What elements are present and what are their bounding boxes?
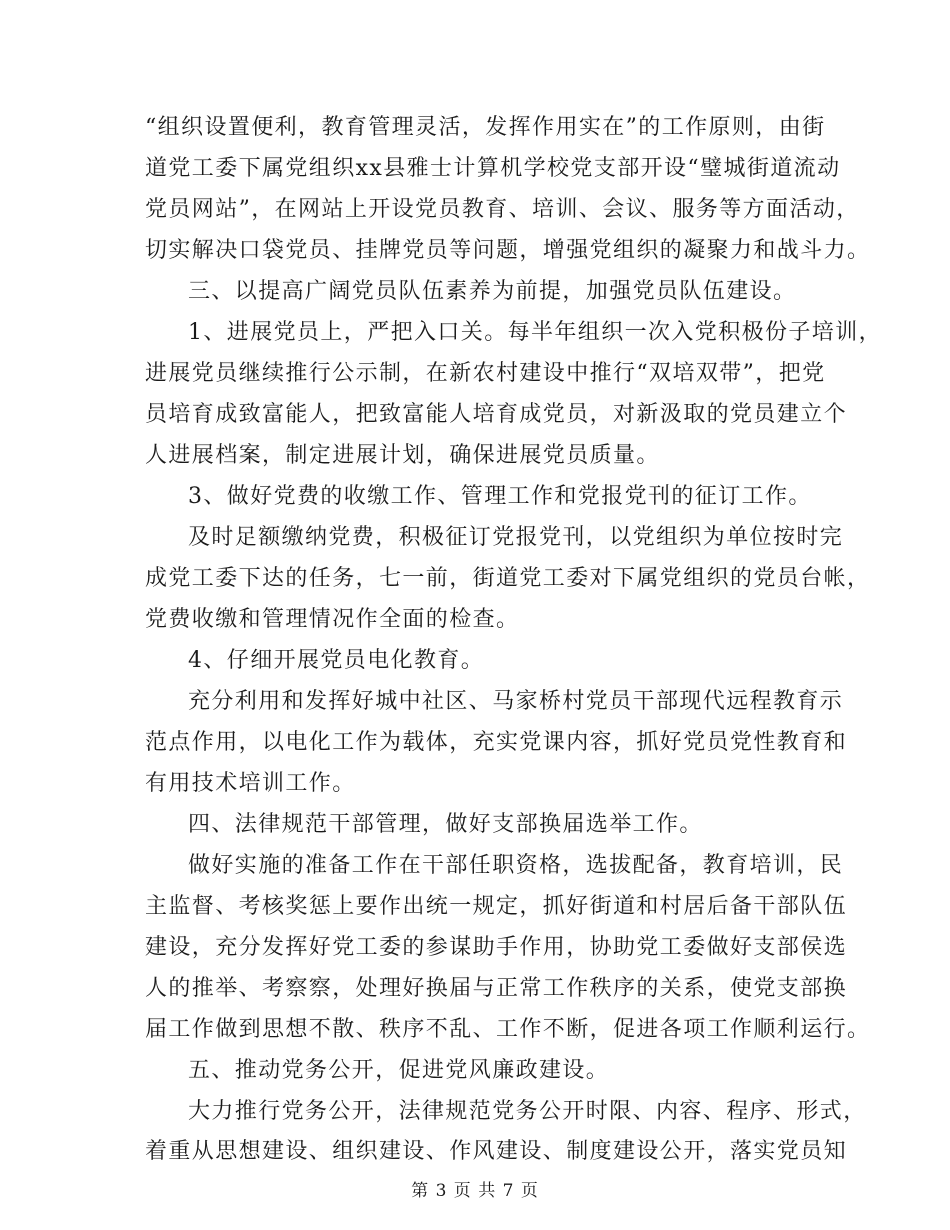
body-text-line: 党员网站”，在网站上开设党员教育、培训、会议、服务等方面活动， [145, 197, 860, 222]
page-number-label: 第 3 页 共 7 页 [411, 1181, 539, 1201]
body-text-line: 范点作用，以电化工作为载体，充实党课内容，抓好党员党性教育和 [145, 730, 848, 755]
subsection-heading: 3、做好党费的收缴工作、管理工作和党报党刊的征订工作。 [188, 484, 812, 509]
body-text-line: 道党工委下属党组织xx县雅士计算机学校党支部开设“璧城街道流动 [145, 156, 841, 181]
page-footer [0, 1176, 950, 1201]
body-text-line: 人进展档案，制定进展计划，确保进展党员质量。 [145, 443, 660, 468]
body-text-line: 做好实施的准备工作在干部任职资格，选拔配备，教育培训，民 [188, 853, 844, 878]
body-text-line: 切实解决口袋党员、挂牌党员等问题，增强党组织的凝聚力和战斗力。 [145, 238, 871, 263]
body-text-line: 主监督、考核奖惩上要作出统一规定，抓好街道和村居后备干部队伍 [145, 894, 848, 919]
body-text-line: 充分利用和发挥好城中社区、马家桥村党员干部现代远程教育示 [188, 689, 844, 714]
body-text-line: 成党工委下达的任务，七一前，街道党工委对下属党组织的党员台帐， [145, 566, 871, 591]
body-text-line: 建设，充分发挥好党工委的参谋助手作用，协助党工委做好支部侯选 [145, 935, 848, 960]
subsection-heading: 1、进展党员上，严把入口关。每半年组织一次入党积极份子培训， [188, 320, 882, 345]
body-text-line: “组织设置便利，教育管理灵活，发挥作用实在”的工作原则，由街 [145, 115, 826, 140]
subsection-heading: 4、仔细开展党员电化教育。 [188, 648, 485, 673]
body-text-line: 人的推举、考察察，处理好换届与正常工作秩序的关系，使党支部换 [145, 976, 848, 1001]
body-text-line: 大力推行党务公开，法律规范党务公开时限、内容、程序、形式， [188, 1099, 867, 1124]
body-text-line: 员培育成致富能人，把致富能人培育成党员，对新汲取的党员建立个 [145, 402, 848, 427]
body-text-line: 有用技术培训工作。 [145, 771, 356, 796]
body-text-line: 进展党员继续推行公示制，在新农村建设中推行“双培双带”，把党 [145, 361, 826, 386]
section-heading: 五、推动党务公开，促进党风廉政建设。 [188, 1058, 610, 1083]
section-heading: 三、以提高广阔党员队伍素养为前提，加强党员队伍建设。 [188, 279, 797, 304]
body-text-line: 届工作做到思想不散、秩序不乱、工作不断，促进各项工作顺利运行。 [145, 1017, 871, 1042]
body-text-line: 党费收缴和管理情况作全面的检查。 [145, 607, 520, 632]
section-heading: 四、法律规范干部管理，做好支部换届选举工作。 [188, 812, 703, 837]
body-text-line: 及时足额缴纳党费，积极征订党报党刊，以党组织为单位按时完 [188, 525, 844, 550]
body-text-line: 着重从思想建设、组织建设、作风建设、制度建设公开，落实党员知 [145, 1139, 848, 1164]
